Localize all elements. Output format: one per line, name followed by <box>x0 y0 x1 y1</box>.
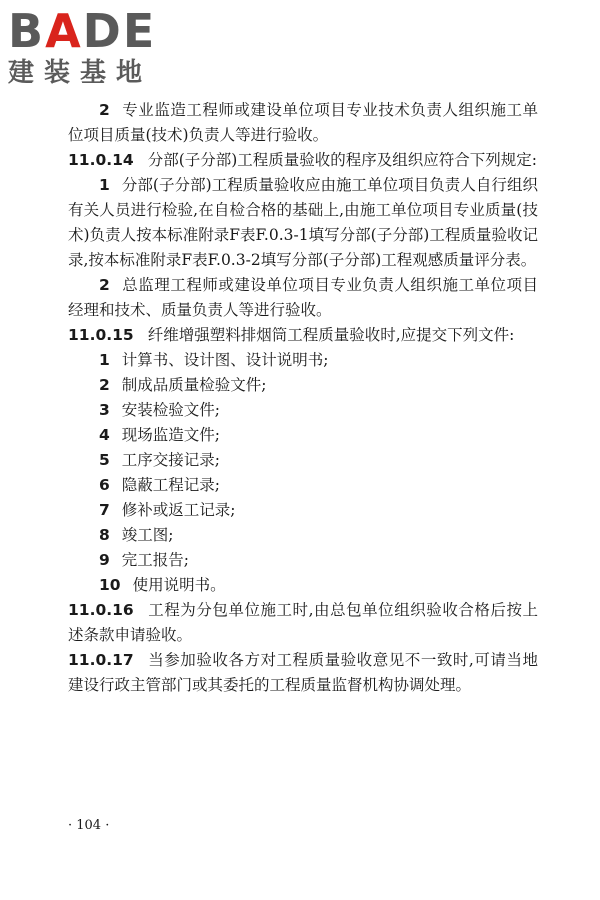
list-item: 6 隐蔽工程记录; <box>99 476 221 494</box>
page-number: · 104 · <box>68 818 110 833</box>
list-item: 9 完工报告; <box>99 551 190 569</box>
document-body <box>68 98 538 698</box>
list-item: 4 现场监造文件; <box>99 426 221 444</box>
bade-logo <box>8 6 178 88</box>
clause: 11.0.14 分部(子分部)工程质量验收的程序及组织应符合下列规定: <box>68 151 538 169</box>
paragraph: 2 总监理工程师或建设单位项目专业负责人组织施工单位项目经理和技术、质量负责人等进行验收。 <box>68 276 538 319</box>
list-item: 7 修补或返工记录; <box>99 501 236 519</box>
list-item: 1 计算书、设计图、设计说明书; <box>99 351 329 369</box>
clause: 11.0.17 当参加验收各方对工程质量验收意见不一致时,可请当地建设行政主管部门或其委托的工程质量监督机构协调处理。 <box>68 651 538 694</box>
list-item: 3 安装检验文件; <box>99 401 221 419</box>
paragraph: 1 分部(子分部)工程质量验收应由施工单位项目负责人自行组织有关人员进行检验,在自检合格的基础上,由施工单位项目专业质量(技术)负责人按本标准附录F表F.0.3-1填写分部(子分部)工程质量验收记录,按本标准附录F表F.0.3-2填写分部(子分部)工程观感质量评分表。 <box>68 176 538 269</box>
list-item: 5 工序交接记录; <box>99 451 221 469</box>
clause: 11.0.16 工程为分包单位施工时,由总包单位组织验收合格后按上述条款申请验收。 <box>68 601 538 644</box>
list-item: 8 竣工图; <box>99 526 174 544</box>
paragraph: 2 专业监造工程师或建设单位项目专业技术负责人组织施工单位项目质量(技术)负责人等进行验收。 <box>68 101 538 144</box>
logo-wordmark: BADE <box>8 4 157 58</box>
list-item: 10 使用说明书。 <box>99 576 226 594</box>
clause: 11.0.15 纤维增强塑料排烟筒工程质量验收时,应提交下列文件: <box>68 326 515 344</box>
list-item: 2 制成品质量检验文件; <box>99 376 267 394</box>
logo-subtitle: 建装基地 <box>8 58 153 88</box>
